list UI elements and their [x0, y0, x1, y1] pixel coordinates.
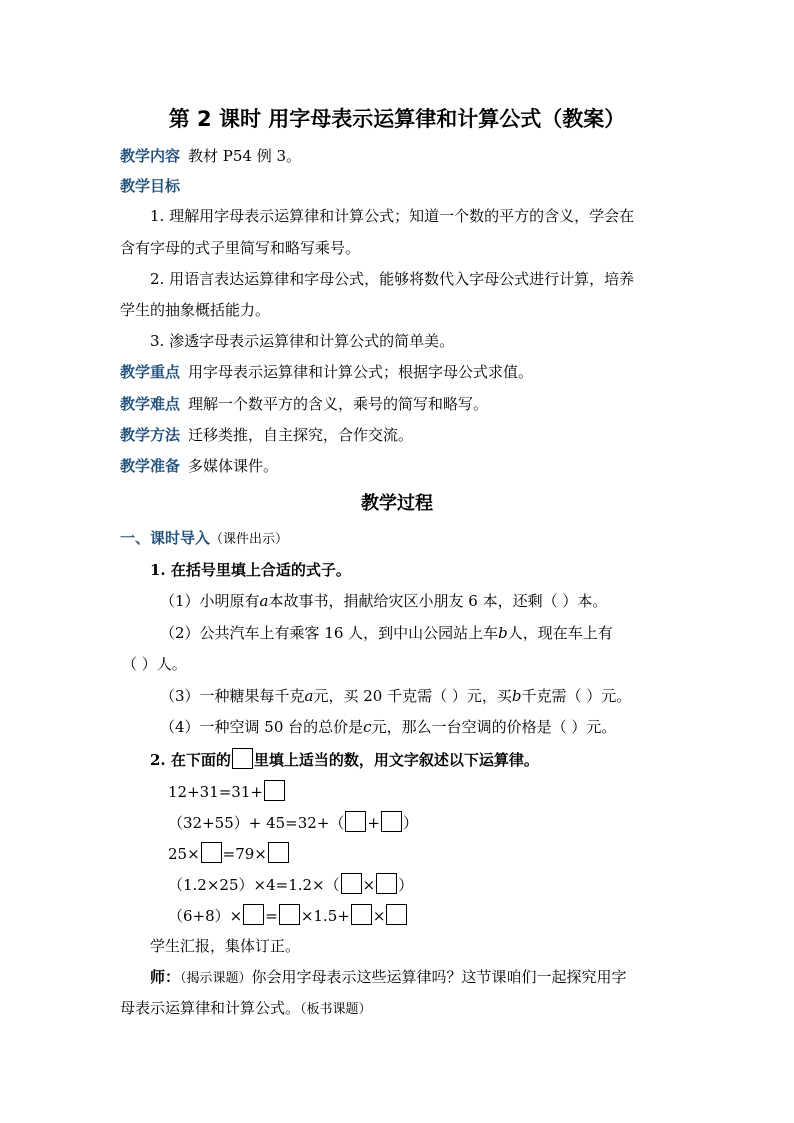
- equation-5-text-b: =: [265, 907, 278, 925]
- q1-item-3-text-b: 元，买 20 千克需（ ）元，买: [313, 687, 512, 705]
- answer-box[interactable]: [341, 873, 362, 894]
- goal-1-line-a: 1. 理解用字母表示运算律和计算公式；知道一个数的平方的含义，学会在: [150, 207, 635, 225]
- teacher-line-a: [150, 967, 627, 989]
- q1-item-3-var-2: b: [511, 687, 522, 705]
- prep-line: [120, 456, 278, 476]
- content-label: 教学内容: [120, 147, 181, 165]
- difficult-line: [120, 394, 488, 414]
- equation-5: [168, 904, 408, 926]
- report-line: 学生汇报，集体订正。: [150, 937, 301, 955]
- q1-item-2-var: b: [498, 624, 508, 642]
- content-text: 教材 P54 例 3。: [188, 147, 302, 165]
- method-line: [120, 425, 413, 445]
- q1-item-2-text-b: 人，现在车上有: [507, 624, 613, 642]
- section-1-heading: [120, 528, 288, 550]
- teacher-note-2: （板书课题）: [300, 1002, 372, 1017]
- question-1-item-2: [160, 623, 613, 643]
- answer-box[interactable]: [268, 842, 289, 863]
- method-text: 迁移类推，自主探究，合作交流。: [188, 426, 414, 444]
- goal-2-line-b: 学生的抽象概括能力。: [120, 301, 271, 319]
- key-text: 用字母表示运算律和计算公式；根据字母公式求值。: [188, 363, 534, 381]
- section-1-title: 一、课时导入: [120, 529, 211, 547]
- question-2-heading: [150, 748, 539, 770]
- q1-item-1-var: a: [259, 592, 269, 610]
- equation-4: [168, 873, 413, 895]
- q1-item-2-text-a: （2）公共汽车上有乘客 16 人，到中山公园站上车: [160, 624, 499, 642]
- content-line: [120, 146, 301, 166]
- equation-3: [168, 842, 290, 864]
- equation-5-text-a: （6+8）×: [168, 907, 243, 925]
- goals-label: 教学目标: [120, 177, 181, 195]
- question-1-item-1: [160, 591, 607, 611]
- equation-4-text-a: （1.2×25）×4=1.2×（: [168, 876, 340, 894]
- question-1-item-2-cont: （ ）人。: [122, 655, 187, 673]
- equation-2-text-c: ）: [402, 814, 418, 832]
- answer-box[interactable]: [376, 873, 397, 894]
- difficult-text: 理解一个数平方的含义，乘号的简写和略写。: [188, 395, 489, 413]
- q1-item-4-var: c: [363, 718, 372, 736]
- teacher-text-2: 母表示运算律和计算公式。: [120, 999, 301, 1017]
- q2-heading-text-b: 里填上适当的数，用文字叙述以下运算律。: [253, 751, 539, 769]
- equation-3-text-a: 25×: [168, 845, 200, 863]
- q2-heading-text-a: 2. 在下面的: [150, 751, 231, 769]
- answer-box[interactable]: [201, 842, 222, 863]
- prep-label: 教学准备: [120, 457, 181, 475]
- equation-2-text-b: +: [367, 814, 380, 832]
- answer-box[interactable]: [351, 904, 372, 925]
- question-1-item-4: [160, 717, 616, 737]
- equation-2-text-a: （32+55）+ 45=32+（: [168, 814, 345, 832]
- answer-box[interactable]: [345, 811, 366, 832]
- equation-4-text-b: ×: [362, 876, 376, 894]
- q1-item-3-var-1: a: [304, 687, 314, 705]
- prep-text: 多媒体课件。: [188, 457, 279, 475]
- q1-item-4-text-b: 元，那么一台空调的价格是（ ）元。: [371, 718, 617, 736]
- answer-box[interactable]: [243, 904, 264, 925]
- equation-4-text-c: ）: [398, 876, 414, 894]
- goal-3-line: 3. 渗透字母表示运算律和计算公式的简单美。: [150, 332, 455, 350]
- answer-box[interactable]: [386, 904, 407, 925]
- q1-item-1-text-a: （1）小明原有: [160, 592, 260, 610]
- answer-box[interactable]: [264, 780, 285, 801]
- q1-item-3-text-a: （3）一种糖果每千克: [160, 687, 305, 705]
- key-line: [120, 362, 533, 382]
- goal-1-line-b: 含有字母的式子里简写和略写乘号。: [120, 239, 361, 257]
- process-title: 教学过程: [361, 493, 433, 514]
- teacher-note-1: （揭示课题）: [180, 971, 252, 986]
- key-label: 教学重点: [120, 363, 181, 381]
- answer-box[interactable]: [381, 811, 402, 832]
- equation-1: [168, 780, 286, 802]
- equation-3-text-b: =79×: [222, 845, 267, 863]
- equation-1-text: 12+31=31+: [168, 783, 263, 801]
- teacher-label: 师：: [150, 968, 181, 986]
- difficult-label: 教学难点: [120, 395, 181, 413]
- equation-5-text-c: ×1.5+: [300, 907, 350, 925]
- q1-item-1-text-b: 本故事书，捐献给灾区小朋友 6 本，还剩（ ）本。: [268, 592, 608, 610]
- goals-line: [120, 176, 188, 196]
- page-title: 第 2 课时 用字母表示运算律和计算公式（教案）: [168, 107, 626, 131]
- answer-box[interactable]: [279, 904, 300, 925]
- q1-item-3-text-c: 千克需（ ）元。: [521, 687, 632, 705]
- equation-2: [168, 811, 418, 833]
- question-1-heading: 1. 在括号里填上合适的式子。: [150, 561, 351, 579]
- teacher-line-b: [120, 998, 372, 1020]
- answer-box: [232, 748, 253, 769]
- equation-5-text-d: ×: [372, 907, 386, 925]
- section-1-note: （课件出示）: [210, 532, 289, 547]
- method-label: 教学方法: [120, 426, 181, 444]
- goal-2-line-a: 2. 用语言表达运算律和字母公式，能够将数代入字母公式进行计算，培养: [150, 270, 635, 288]
- teacher-text-1: 你会用字母表示这些运算律吗？这节课咱们一起探究用字: [251, 968, 627, 986]
- q1-item-4-text-a: （4）一种空调 50 台的总价是: [160, 718, 364, 736]
- question-1-item-3: [160, 686, 631, 706]
